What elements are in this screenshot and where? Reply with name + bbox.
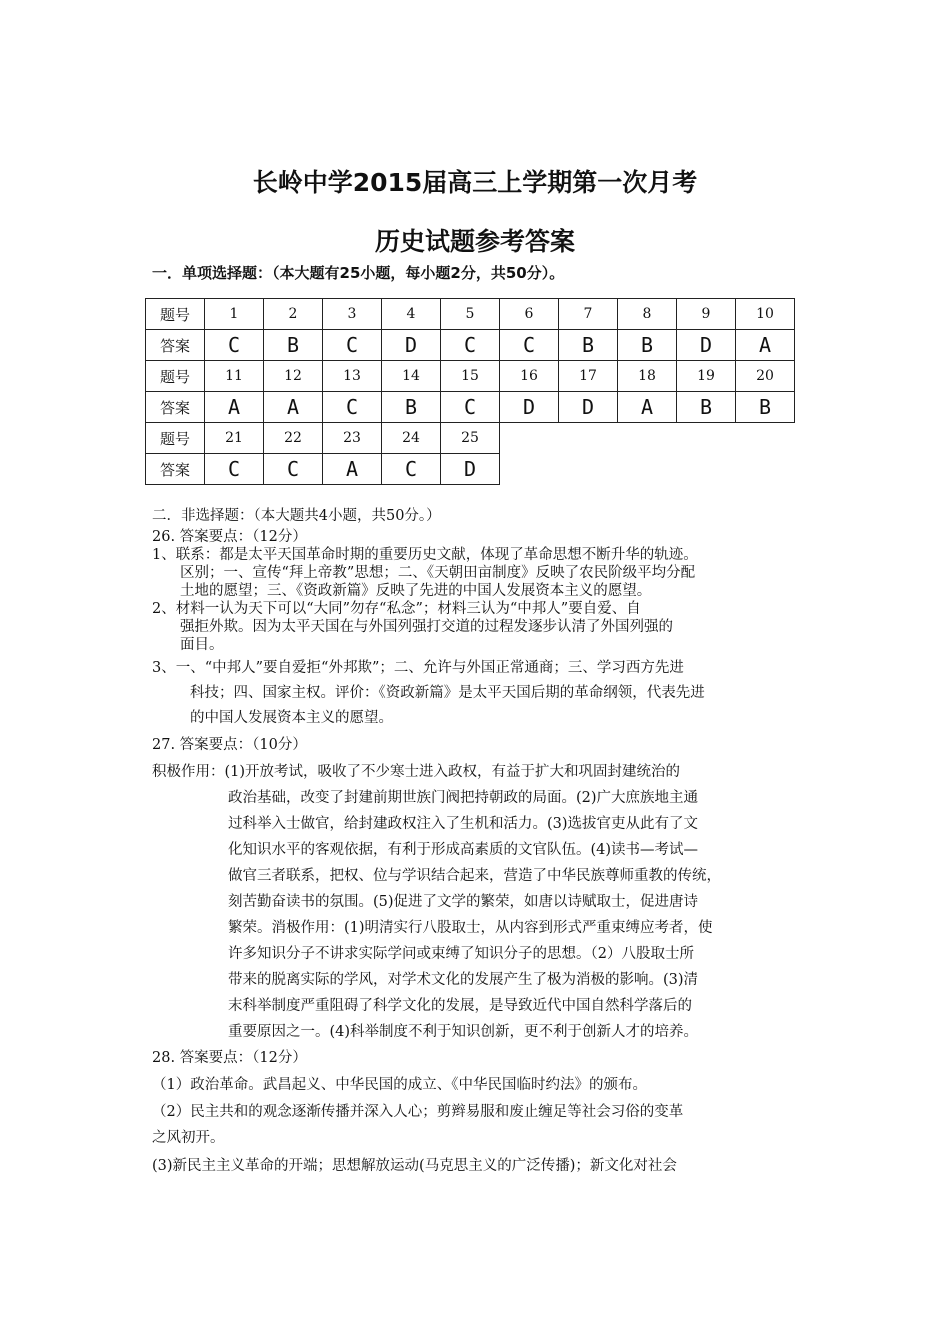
question-number-cell: 6 [500,299,559,330]
answer-line: 做官三者联系，把权、位与学识结合起来，营造了中华民族尊师重教的传统， [228,868,721,884]
answer-cell: C [382,454,441,485]
answer-line: 科技；四、国家主权。评价：《资政新篇》是太平天国后期的革命纲领，代表先进 [190,685,705,701]
answer-cell: A [264,392,323,423]
question-number-cell: 11 [205,361,264,392]
answer-line: 刻苦勤奋读书的氛围。(5)促进了文学的繁荣，如唐以诗赋取士，促进唐诗 [228,894,699,910]
answer-cell: C [264,454,323,485]
question-number-cell: 16 [500,361,559,392]
row-label-answer: 答案 [146,454,205,485]
answer-cell: D [677,330,736,361]
empty-cell [677,454,736,485]
answer-line: 过科举入士做官，给封建政权注入了生机和活力。(3)选拔官吏从此有了文 [228,816,699,832]
question-number-cell: 24 [382,423,441,454]
question-number-cell: 20 [736,361,795,392]
answer-table [145,298,795,485]
row-label-number: 题号 [146,299,205,330]
answer-cell: B [264,330,323,361]
answer-cell: B [677,392,736,423]
question-number-cell: 5 [441,299,500,330]
question-number-cell: 3 [323,299,382,330]
question-number-cell: 4 [382,299,441,330]
question-number-cell: 21 [205,423,264,454]
answer-line: 3、一、“中邦人”要自爱拒“外邦欺”；二、允许与外国正常通商；三、学习西方先进 [152,660,684,676]
question-number-cell: 17 [559,361,618,392]
row-label-answer: 答案 [146,392,205,423]
question-number-cell: 23 [323,423,382,454]
answer-line: 末科举制度严重阻碍了科学文化的发展，是导致近代中国自然科学落后的 [228,998,692,1014]
answer-line: 化知识水平的客观依据，有利于形成高素质的文官队伍。(4)读书—考试— [228,842,699,858]
answer-line: (3)新民主主义革命的开端；思想解放运动(马克思主义的广泛传播)；新文化对社会 [152,1158,677,1174]
answer-cell: D [500,392,559,423]
empty-cell [736,454,795,485]
question-number-cell: 2 [264,299,323,330]
question-number-cell: 1 [205,299,264,330]
answer-cell: B [559,330,618,361]
question-number-cell: 15 [441,361,500,392]
answer-cell: C [500,330,559,361]
question-number-cell: 19 [677,361,736,392]
answer-cell: C [205,330,264,361]
row-label-number: 题号 [146,361,205,392]
empty-cell [500,454,559,485]
question-number-cell: 12 [264,361,323,392]
page-subtitle: 历史试题参考答案 [374,227,575,256]
empty-cell [618,454,677,485]
row-label-answer: 答案 [146,330,205,361]
answer-line: 1、联系：都是太平天国革命时期的重要历史文献，体现了革命思想不断升华的轨迹。 [152,547,698,563]
answer-cell: C [205,454,264,485]
question-number-cell: 22 [264,423,323,454]
answer-cell: C [441,330,500,361]
answer-cell: C [323,392,382,423]
question-number-cell: 8 [618,299,677,330]
question-number-cell: 10 [736,299,795,330]
answer-cell: A [618,392,677,423]
question-number-cell: 13 [323,361,382,392]
answer-line: （2）民主共和的观念逐渐传播并深入人心；剪辫易服和废止缠足等社会习俗的变革 [152,1104,684,1120]
answer-line: 之风初开。 [152,1130,225,1146]
answer-cell: A [323,454,382,485]
answer-line: 政治基础，改变了封建前期世族门阀把持朝政的局面。(2)广大庶族地主通 [228,790,699,806]
empty-cell [618,423,677,454]
question-number-cell: 18 [618,361,677,392]
question-number-cell: 9 [677,299,736,330]
answer-line: 土地的愿望；三、《资政新篇》反映了先进的中国人发展资本主义的愿望。 [180,583,652,599]
answer-line: 的中国人发展资本主义的愿望。 [190,710,393,726]
answer-line: 重要原因之一。(4)科举制度不利于知识创新，更不利于创新人才的培养。 [228,1024,699,1040]
answer-cell: C [441,392,500,423]
question-heading: 27. 答案要点：（10分） [152,737,307,753]
question-heading: 28. 答案要点：（12分） [152,1050,307,1066]
answer-line: 强拒外欺。因为太平天国在与外国列强打交道的过程发逐步认清了外国列强的 [180,619,673,635]
empty-cell [736,423,795,454]
question-number-cell: 25 [441,423,500,454]
answer-line: 面目。 [180,637,224,653]
answer-cell: B [382,392,441,423]
row-label-number: 题号 [146,423,205,454]
answer-cell: D [441,454,500,485]
answer-cell: B [618,330,677,361]
answer-cell: D [382,330,441,361]
empty-cell [559,423,618,454]
answer-line: 积极作用：(1)开放考试，吸收了不少寒士进入政权，有益于扩大和巩固封建统治的 [152,764,681,780]
answer-line: 带来的脱离实际的学风，对学术文化的发展产生了极为消极的影响。(3)清 [228,972,699,988]
question-number-cell: 7 [559,299,618,330]
answer-line: 繁荣。消极作用：(1)明清实行八股取士，从内容到形式严重束缚应考者，使 [228,920,713,936]
empty-cell [500,423,559,454]
answer-cell: A [205,392,264,423]
answer-cell: B [736,392,795,423]
question-heading: 26. 答案要点：（12分） [152,529,307,545]
answer-line: 区别；一、宣传“拜上帝教”思想；二、《天朝田亩制度》反映了农民阶级平均分配 [180,565,696,581]
answer-cell: C [323,330,382,361]
question-number-cell: 14 [382,361,441,392]
answer-line: 许多知识分子不讲求实际学问或束缚了知识分子的思想。（2）八股取士所 [228,946,694,962]
answer-cell: D [559,392,618,423]
empty-cell [559,454,618,485]
answer-line: 2、材料一认为天下可以“大同”勿存“私念”；材料三认为“中邦人”要自爱、自 [152,601,641,617]
empty-cell [677,423,736,454]
answer-line: （1）政治革命。武昌起义、中华民国的成立、《中华民国临时约法》的颁布。 [152,1077,647,1093]
section-heading-nonchoice: 二．非选择题：（本大题共4小题，共50分。） [152,508,441,524]
page-title: 长岭中学2015届高三上学期第一次月考 [252,168,698,197]
answer-cell: A [736,330,795,361]
section-heading-choice: 一．单项选择题：（本大题有25小题，每小题2分，共50分）。 [152,264,565,282]
